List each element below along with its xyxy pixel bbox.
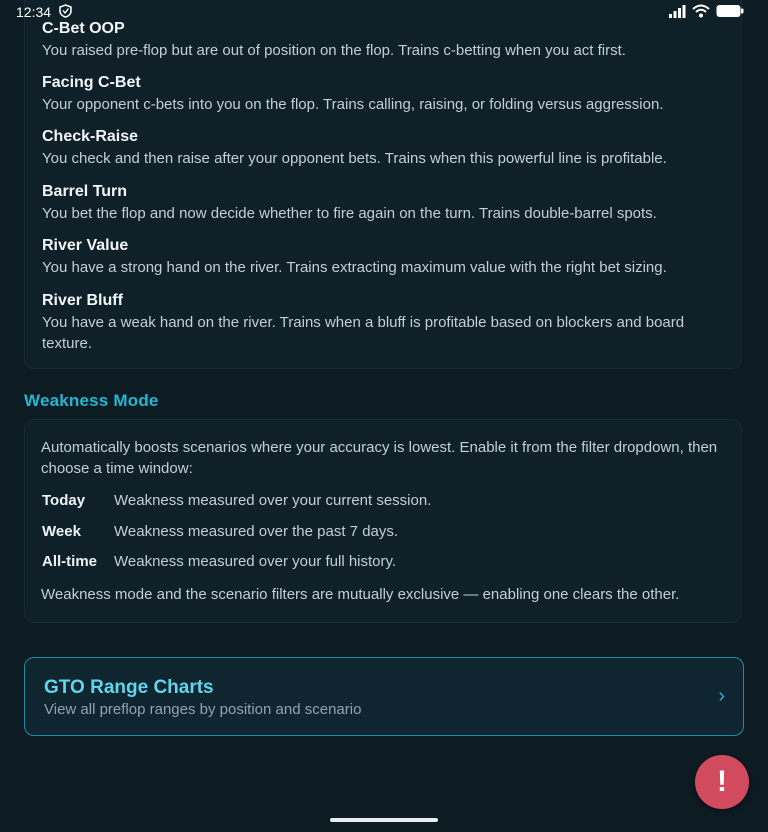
- weakness-mode-heading: Weakness Mode: [24, 391, 159, 410]
- status-left: [16, 4, 72, 21]
- scenario-item: [42, 127, 701, 169]
- time-window-label: All-time: [42, 553, 98, 570]
- time-window-label: Week: [42, 523, 81, 540]
- gto-card-title: GTO Range Charts: [44, 677, 214, 698]
- scenario-title: River Bluff: [42, 292, 123, 309]
- feedback-fab-button[interactable]: [695, 755, 749, 809]
- scenario-desc: You raised pre-flop but are out of position on the flop. Trains c-betting when you act first.: [42, 42, 626, 59]
- scenario-list-card: [24, 0, 742, 369]
- scenario-title: River Value: [42, 237, 129, 254]
- time-window-row-today: [42, 492, 731, 509]
- status-right: [668, 4, 744, 21]
- home-indicator[interactable]: [330, 818, 438, 822]
- scenario-title: Facing C-Bet: [42, 74, 141, 91]
- time-window-row-week: [42, 523, 731, 540]
- scenario-desc: You bet the flop and now decide whether to fire again on the turn. Trains double-barrel spots.: [42, 205, 657, 222]
- scenario-desc: You have a weak hand on the river. Trains when a bluff is profitable based on blockers and board texture.: [42, 314, 685, 352]
- exclamation-icon: !: [717, 765, 727, 798]
- gto-card-subtitle: View all preflop ranges by position and scenario: [44, 701, 362, 718]
- gto-range-charts-card[interactable]: [24, 657, 744, 736]
- chevron-right-icon: ›: [718, 685, 725, 707]
- scenario-desc: You check and then raise after your opponent bets. Trains when this powerful line is profitable.: [42, 150, 667, 167]
- status-bar: [0, 0, 768, 24]
- scenario-item: [42, 19, 701, 61]
- scenario-title: C-Bet OOP: [42, 20, 125, 37]
- time-window-row-all-time: [42, 553, 731, 570]
- scenario-title: Barrel Turn: [42, 183, 128, 200]
- weakness-mode-card: [24, 419, 742, 623]
- scenario-item: [42, 291, 701, 354]
- scenario-title: Check-Raise: [42, 128, 139, 145]
- scenario-item: [42, 236, 701, 278]
- scenario-item: [42, 73, 701, 115]
- time-window-desc: Weakness measured over the past 7 days.: [114, 523, 399, 540]
- weakness-intro: Automatically boosts scenarios where your accuracy is lowest. Enable it from the filter dropdown, then choose a time window:: [41, 439, 718, 477]
- battery-icon: [716, 4, 744, 21]
- scenario-desc: You have a strong hand on the river. Trains extracting maximum value with the right bet sizing.: [42, 259, 667, 276]
- vpn-shield-icon: [59, 4, 72, 21]
- scenario-item: [42, 182, 701, 224]
- time-window-desc: Weakness measured over your full history.: [114, 553, 397, 570]
- scenario-desc: Your opponent c-bets into you on the flop. Trains calling, raising, or folding versus aggression.: [42, 96, 664, 113]
- time-window-label: Today: [42, 492, 86, 509]
- time-window-desc: Weakness measured over your current session.: [114, 492, 432, 509]
- wifi-icon: [692, 4, 710, 21]
- status-time: 12:34: [16, 4, 52, 20]
- signal-icon: [668, 4, 686, 21]
- weakness-footer-note: Weakness mode and the scenario filters are mutually exclusive — enabling one clears the other.: [41, 586, 680, 603]
